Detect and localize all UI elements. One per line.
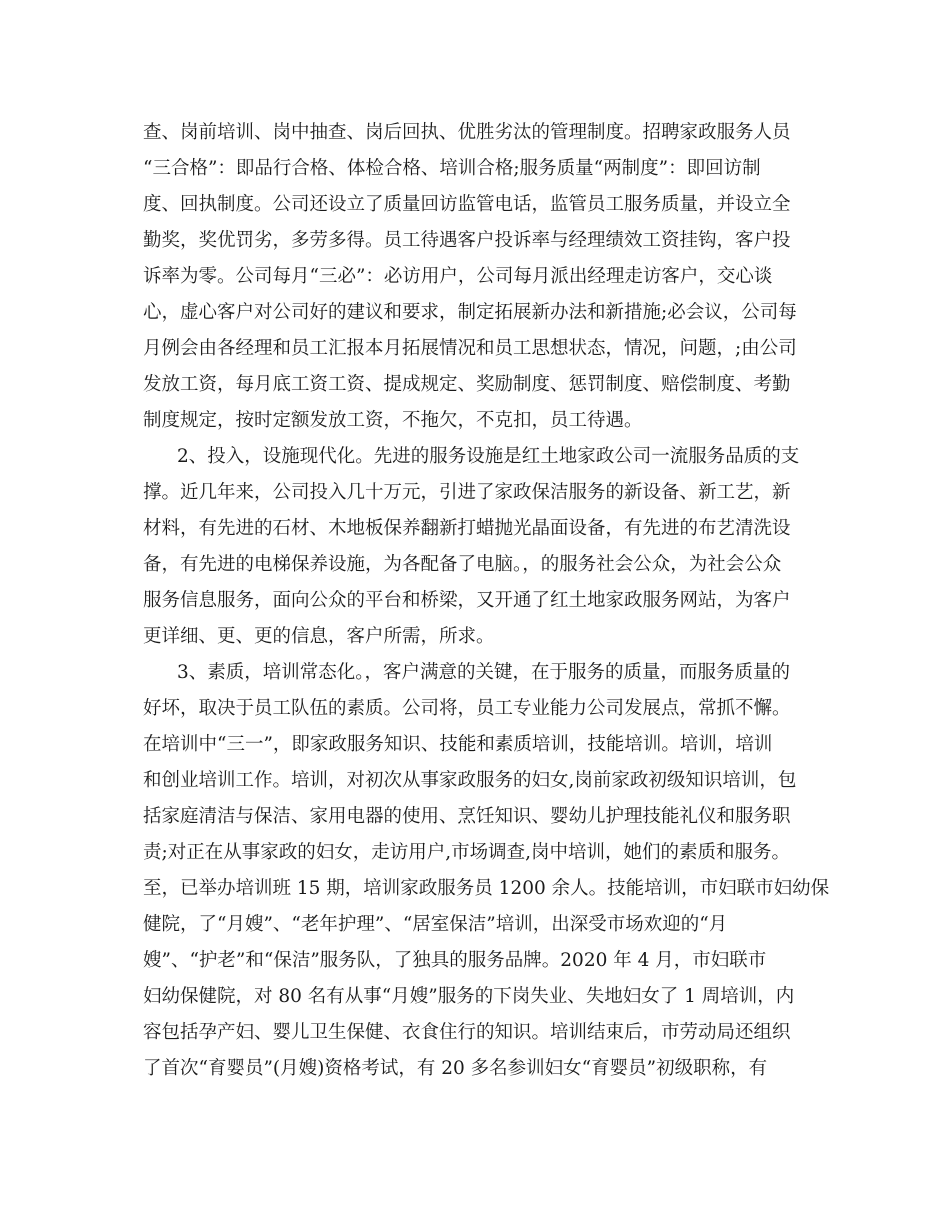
body-text-line: 更详细、更、更的信息，客户所需，所求。 (143, 626, 495, 647)
body-text-line: 服务信息服务，面向公众的平台和桥梁，又开通了红土地家政服务网站，为客户 (143, 590, 791, 611)
body-text-line: 心，虚心客户对公司好的建议和要求，制定拓展新办法和新措施;必会议，公司每 (143, 302, 797, 323)
body-text-line: 材料，有先进的石材、木地板保养翻新打蜡抛光晶面设备，有先进的布艺清洗设 (143, 518, 791, 539)
body-text-line: 诉率为零。公司每月“三必”：必访用户，公司每月派出经理走访客户，交心谈 (143, 266, 773, 287)
body-text-line: 查、岗前培训、岗中抽查、岗后回执、优胜劣汰的管理制度。招聘家政服务人员 (143, 122, 791, 143)
body-text-line: 发放工资，每月底工资工资、提成规定、奖励制度、惩罚制度、赔偿制度、考勤 (143, 374, 791, 395)
body-text-line: 和创业培训工作。培训，对初次从事家政服务的妇女,岗前家政初级知识培训，包 (143, 770, 797, 791)
paragraph-start-line: 3、素质，培训常态化。，客户满意的关键，在于服务的质量，而服务质量的 (177, 662, 791, 683)
body-text-line: 责;对正在从事家政的妇女，走访用户,市场调查,岗中培训，她们的素质和服务。 (143, 842, 790, 863)
body-text-line: “三合格”：即品行合格、体检合格、培训合格;服务质量“两制度”：即回访制 (143, 158, 761, 179)
body-text-line: 月例会由各经理和员工汇报本月拓展情况和员工思想状态，情况，问题，;由公司 (143, 338, 797, 359)
body-text-line: 在培训中“三一”，即家政服务知识、技能和素质培训，技能培训。培训，培训 (143, 734, 773, 755)
body-text-line: 了首次“育婴员”(月嫂)资格考试，有 20 多名参训妇女“育婴员”初级职称，有 (143, 1058, 768, 1079)
body-text-line: 健院，了“月嫂”、“老年护理”、“居室保洁”培训，出深受市场欢迎的“月 (143, 914, 728, 935)
body-text-line: 至，已举办培训班 15 期，培训家政服务员 1200 余人。技能培训，市妇联市妇幼保 (143, 878, 830, 899)
body-text-line: 括家庭清洁与保洁、家用电器的使用、烹饪知识、婴幼儿护理技能礼仪和服务职 (143, 806, 791, 827)
body-text-line: 妇幼保健院，对 80 名有从事“月嫂”服务的下岗失业、失地妇女了 1 周培训，内 (143, 986, 795, 1007)
paragraph-start-line: 2、投入，设施现代化。先进的服务设施是红土地家政公司一流服务品质的支 (177, 446, 800, 467)
body-text-line: 撑。近几年来，公司投入几十万元，引进了家政保洁服务的新设备、新工艺，新 (143, 482, 791, 503)
body-text-line: 好坏，取决于员工队伍的素质。公司将，员工专业能力公司发展点，常抓不懈。 (143, 698, 791, 719)
body-text-line: 勤奖，奖优罚劣，多劳多得。员工待遇客户投诉率与经理绩效工资挂钩，客户投 (143, 230, 791, 251)
body-text-line: 制度规定，按时定额发放工资，不拖欠，不克扣，员工待遇。 (143, 410, 643, 431)
body-text-line: 容包括孕产妇、婴儿卫生保健、衣食住行的知识。培训结束后，市劳动局还组织 (143, 1022, 791, 1043)
body-text-line: 嫂”、“护老”和“保洁”服务队，了独具的服务品牌。2020 年 4 月，市妇联市 (143, 950, 767, 971)
body-text-line: 备，有先进的电梯保养设施，为各配备了电脑。，的服务社会公众，为社会公众 (143, 554, 782, 575)
body-text-line: 度、回执制度。公司还设立了质量回访监管电话，监管员工服务质量，并设立全 (143, 194, 791, 215)
